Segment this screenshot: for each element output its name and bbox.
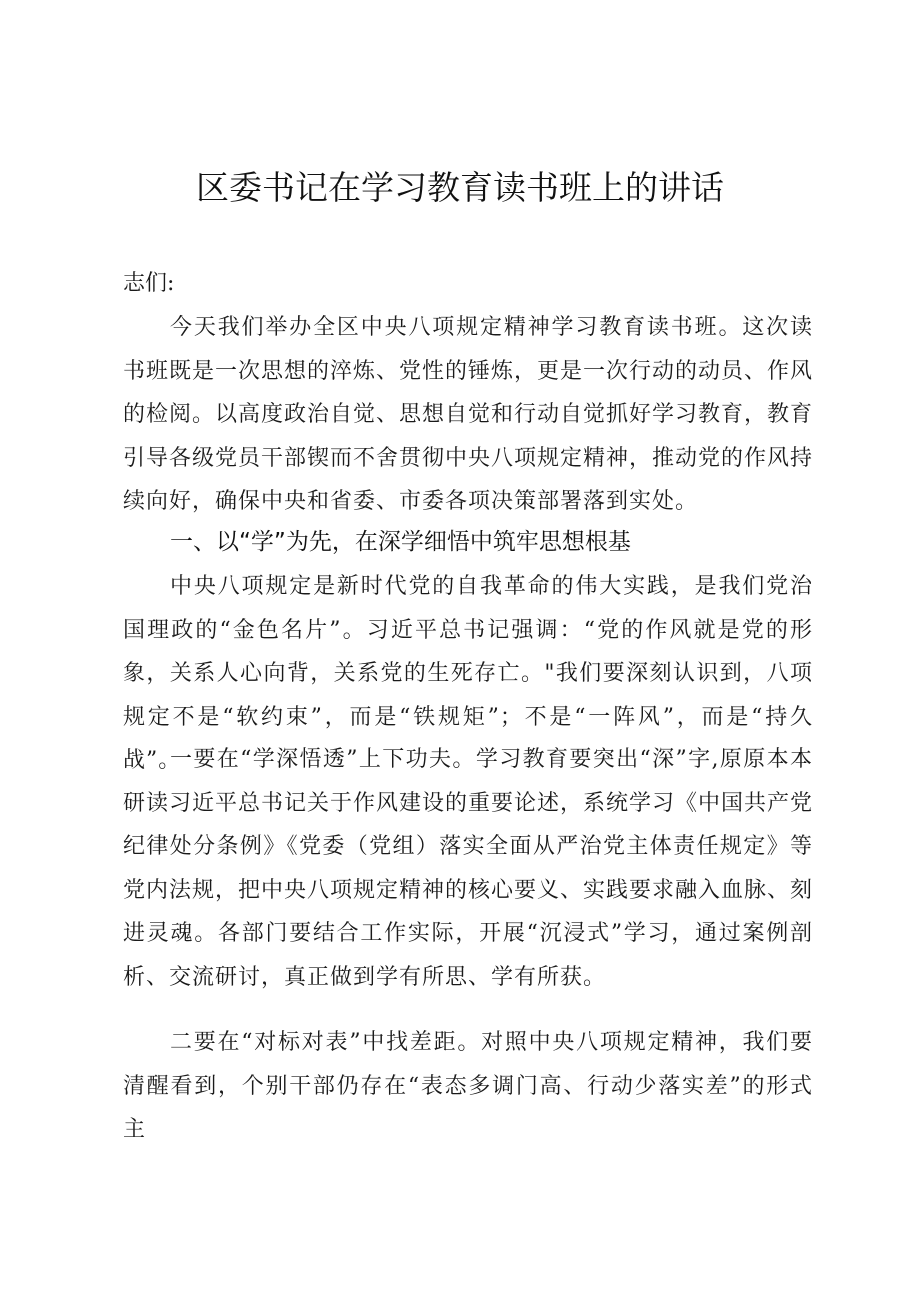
paragraph-eight-rules: 中央八项规定是新时代党的自我革命的伟大实践，是我们党治国理政的“金色名片”。习近平总书记强调：“党的作风就是党的形象，关系人心向背，关系党的生死存亡。"我们要深刻认识到，八项规定不是“软约束”，而是“铁规矩”；不是“一阵风”，而是“持久战”。 bbox=[123, 574, 813, 773]
document-title: 区委书记在学习教育读书班上的讲话 bbox=[196, 168, 724, 207]
paragraph-first-requirement: 一要在“学深悟透”上下功夫。学习教育要突出“深”字,原原本本研读习近平总书记关于作风建设的重要论述，系统学习《中国共产党纪律处分条例》《党委（党组）落实全面从严治党主体责任规定》等党内法规，把中央八项规定精神的核心要义、实践要求融入血脉、刻进灵魂。各部门要结合工作实际，开展“沉浸式”学习，通过案例剖析、交流研讨，真正做到学有所思、学有所获。 bbox=[123, 747, 814, 990]
section-heading: 一、以“学”为先，在深学细悟中筑牢思想根基 bbox=[170, 529, 631, 555]
salutation: 志们: bbox=[123, 271, 175, 296]
paragraph-intro: 今天我们举办全区中央八项规定精神学习教育读书班。这次读书班既是一次思想的淬炼、党性的锤炼，更是一次行动的动员、作风的检阅。以高度政治自觉、思想自觉和行动自觉抓好学习教育，教育引导各级党员干部锲而不舍贯彻中央八项规定精神，推动党的作风持续向好，确保中央和省委、市委各项决策部署落到实处。 bbox=[123, 315, 814, 514]
paragraph-second-requirement: 二要在“对标对表”中找差距。对照中央八项规定精神，我们要清醒看到，个别干部仍存在“表态多调门高、行动少落实差”的形式主 bbox=[123, 1030, 813, 1142]
